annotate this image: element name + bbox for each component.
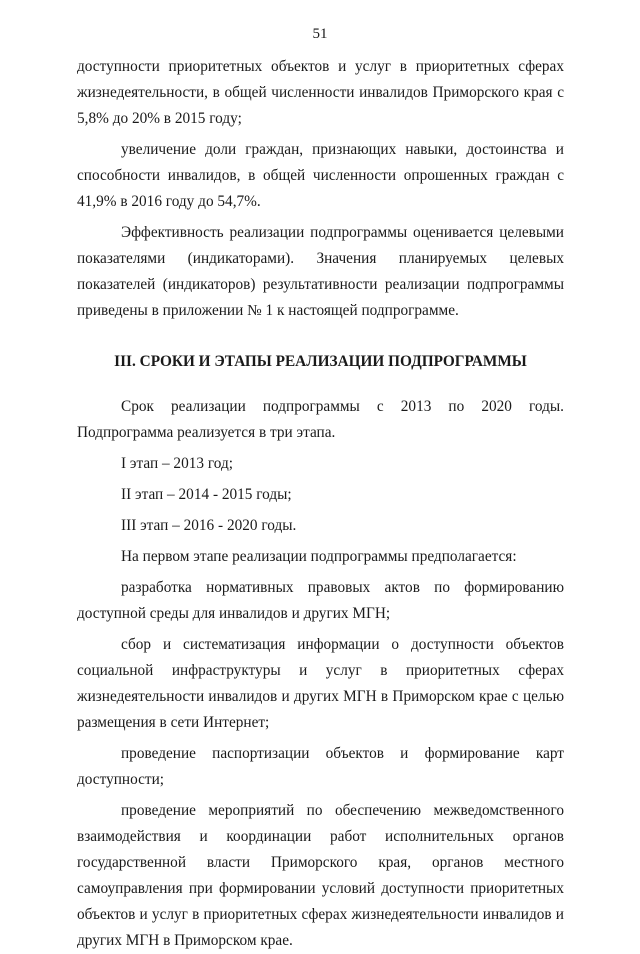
paragraph-first-stage-intro: На первом этапе реализации подпрограммы предполагается: (121, 548, 517, 565)
paragraph-legal-acts: разработка нормативных правовых актов по формированию доступной среды для инвалидов и других МГН; (77, 579, 564, 622)
paragraph-coordination: проведение мероприятий по обеспечению межведомственного взаимодействия и координации работ исполнительных органов государственной власти Приморского края, органов местного самоуправления при формировании условий доступности приоритетных объектов и услуг в приоритетных сферах жизнедеятельности инвалидов и других МГН в Приморском крае. (77, 802, 564, 949)
paragraph-information: сбор и систематизация информации о доступности объектов социальной инфраструктуры и услуг в приоритетных сферах жизнедеятельности инвалидов и других МГН в Приморском крае с целью размещения в сети Интернет; (77, 636, 564, 731)
page-number: 51 (312, 26, 328, 42)
paragraph-stage-1: I этап – 2013 год; (121, 455, 233, 472)
paragraph-stage-2: II этап – 2014 - 2015 годы; (121, 486, 292, 503)
paragraph-effectiveness: Эффективность реализации подпрограммы оценивается целевыми показателями (индикаторами). Значения планируемых целевых показателей (индикаторов) результативности реализации подпрограммы приведены в приложении № 1 к настоящей подпрограмме. (77, 224, 564, 319)
page-content (77, 54, 564, 954)
paragraph-passportization: проведение паспортизации объектов и формирование карт доступности; (77, 745, 564, 788)
paragraph-term: Срок реализации подпрограммы с 2013 по 2020 годы. Подпрограмма реализуется в три этапа. (77, 398, 564, 441)
paragraph-stage-3: III этап – 2016 - 2020 годы. (121, 517, 297, 534)
section-heading: III. СРОКИ И ЭТАПЫ РЕАЛИЗАЦИИ ПОДПРОГРАММЫ (114, 353, 527, 370)
paragraph-target-indicator: увеличение доли граждан, признающих навыки, достоинства и способности инвалидов, в общей численности опрошенных граждан с 41,9% в 2016 году до 54,7%. (77, 141, 564, 210)
paragraph-continued: доступности приоритетных объектов и услуг в приоритетных сферах жизнедеятельности, в общей численности инвалидов Приморского края с 5,8% до 20% в 2015 году; (77, 58, 564, 127)
